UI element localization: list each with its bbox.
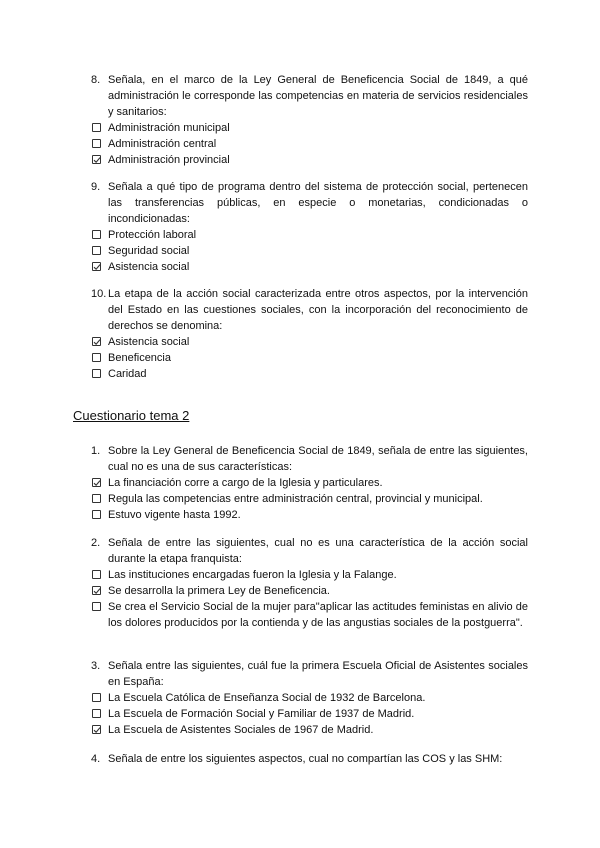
answer-option[interactable] — [91, 227, 528, 243]
checkmark-icon — [93, 156, 101, 164]
option-label: La Escuela de Formación Social y Familiar de 1937 de Madrid. — [108, 708, 415, 720]
checkbox[interactable] — [92, 693, 101, 702]
question-4 — [91, 751, 528, 767]
answer-option[interactable] — [91, 136, 528, 152]
checkbox[interactable] — [92, 570, 101, 579]
answer-option[interactable] — [91, 722, 528, 738]
option-label: Asistencia social — [108, 261, 190, 273]
answer-option[interactable] — [91, 567, 528, 583]
question-header — [91, 286, 528, 334]
answer-option[interactable] — [91, 334, 528, 350]
checkbox[interactable] — [92, 709, 101, 718]
question-header — [91, 179, 528, 227]
option-label: Beneficencia — [108, 352, 171, 364]
question-text: Señala a qué tipo de programa dentro del sistema de protección social, pertenecen las transferencias públicas, en especie o monetarias, condicionadas o incondicionadas: — [108, 181, 528, 225]
checkbox-checked[interactable] — [92, 478, 101, 487]
answer-option[interactable] — [91, 152, 528, 168]
question-header — [91, 443, 528, 475]
checkbox[interactable] — [92, 246, 101, 255]
option-label: Se crea el Servicio Social de la mujer para"aplicar las actitudes feministas en alivio de los dolores producidos por la contienda y de las angustias sociales de la postguerra". — [108, 601, 528, 629]
question-9 — [91, 179, 528, 275]
checkbox[interactable] — [92, 139, 101, 148]
option-label: Estuvo vigente hasta 1992. — [108, 509, 241, 521]
option-label: Caridad — [108, 368, 147, 380]
checkbox[interactable] — [92, 123, 101, 132]
section-title: Cuestionario tema 2 — [73, 408, 190, 423]
option-label: Administración provincial — [108, 154, 230, 166]
option-label: Regula las competencias entre administración central, provincial y municipal. — [108, 493, 483, 505]
answer-option[interactable] — [91, 599, 528, 631]
question-8 — [91, 72, 528, 168]
question-number: 10. — [91, 288, 107, 300]
answer-option[interactable] — [91, 507, 528, 523]
question-header — [91, 751, 528, 767]
answer-option[interactable] — [91, 690, 528, 706]
question-text: Sobre la Ley General de Beneficencia Social de 1849, señala de entre las siguientes, cual no es una de sus características: — [108, 445, 528, 473]
option-label: Las instituciones encargadas fueron la Iglesia y la Falange. — [108, 569, 397, 581]
option-label: Seguridad social — [108, 245, 190, 257]
question-10 — [91, 286, 528, 382]
question-header — [91, 535, 528, 567]
question-text: Señala, en el marco de la Ley General de Beneficencia Social de 1849, a qué administración le corresponde las competencias en materia de servicios residenciales y sanitarios: — [108, 74, 528, 118]
option-label: Se desarrolla la primera Ley de Beneficencia. — [108, 585, 330, 597]
answer-option[interactable] — [91, 350, 528, 366]
option-label: La Escuela Católica de Enseñanza Social de 1932 de Barcelona. — [108, 692, 426, 704]
checkbox[interactable] — [92, 602, 101, 611]
question-1 — [91, 443, 528, 523]
option-label: Protección laboral — [108, 229, 197, 241]
question-text: Señala entre las siguientes, cuál fue la primera Escuela Oficial de Asistentes sociales en España: — [108, 660, 528, 688]
answer-option[interactable] — [91, 491, 528, 507]
answer-option[interactable] — [91, 259, 528, 275]
answer-option[interactable] — [91, 475, 528, 491]
question-number: 2. — [91, 537, 101, 549]
checkmark-icon — [93, 263, 101, 271]
checkbox[interactable] — [92, 494, 101, 503]
answer-option[interactable] — [91, 366, 528, 382]
answer-option[interactable] — [91, 706, 528, 722]
checkbox-checked[interactable] — [92, 725, 101, 734]
question-number: 9. — [91, 181, 101, 193]
answer-option[interactable] — [91, 583, 528, 599]
checkbox-checked[interactable] — [92, 262, 101, 271]
question-header — [91, 72, 528, 120]
checkbox-checked[interactable] — [92, 155, 101, 164]
checkmark-icon — [93, 726, 101, 734]
question-number: 4. — [91, 753, 101, 765]
question-number: 3. — [91, 660, 101, 672]
option-label: Administración central — [108, 138, 217, 150]
checkbox[interactable] — [92, 510, 101, 519]
question-text: La etapa de la acción social caracterizada entre otros aspectos, por la intervención del Estado en las cuestiones sociales, con la incorporación del reconocimiento de derechos se denomina: — [108, 288, 528, 332]
question-number: 1. — [91, 445, 101, 457]
question-2 — [91, 535, 528, 631]
checkbox[interactable] — [92, 369, 101, 378]
question-text: Señala de entre las siguientes, cual no es una característica de la acción social durante la etapa franquista: — [108, 537, 528, 565]
option-label: Administración municipal — [108, 122, 230, 134]
answer-option[interactable] — [91, 243, 528, 259]
question-3 — [91, 658, 528, 738]
answer-option[interactable] — [91, 120, 528, 136]
question-number: 8. — [91, 74, 101, 86]
question-header — [91, 658, 528, 690]
option-label: La Escuela de Asistentes Sociales de 1967 de Madrid. — [108, 724, 374, 736]
checkmark-icon — [93, 338, 101, 346]
checkmark-icon — [93, 587, 101, 595]
checkbox-checked[interactable] — [92, 337, 101, 346]
option-label: La financiación corre a cargo de la Iglesia y particulares. — [108, 477, 383, 489]
checkbox[interactable] — [92, 353, 101, 362]
option-label: Asistencia social — [108, 336, 190, 348]
checkmark-icon — [93, 479, 101, 487]
question-text: Señala de entre los siguientes aspectos, cual no compartían las COS y las SHM: — [108, 753, 503, 765]
checkbox[interactable] — [92, 230, 101, 239]
checkbox-checked[interactable] — [92, 586, 101, 595]
